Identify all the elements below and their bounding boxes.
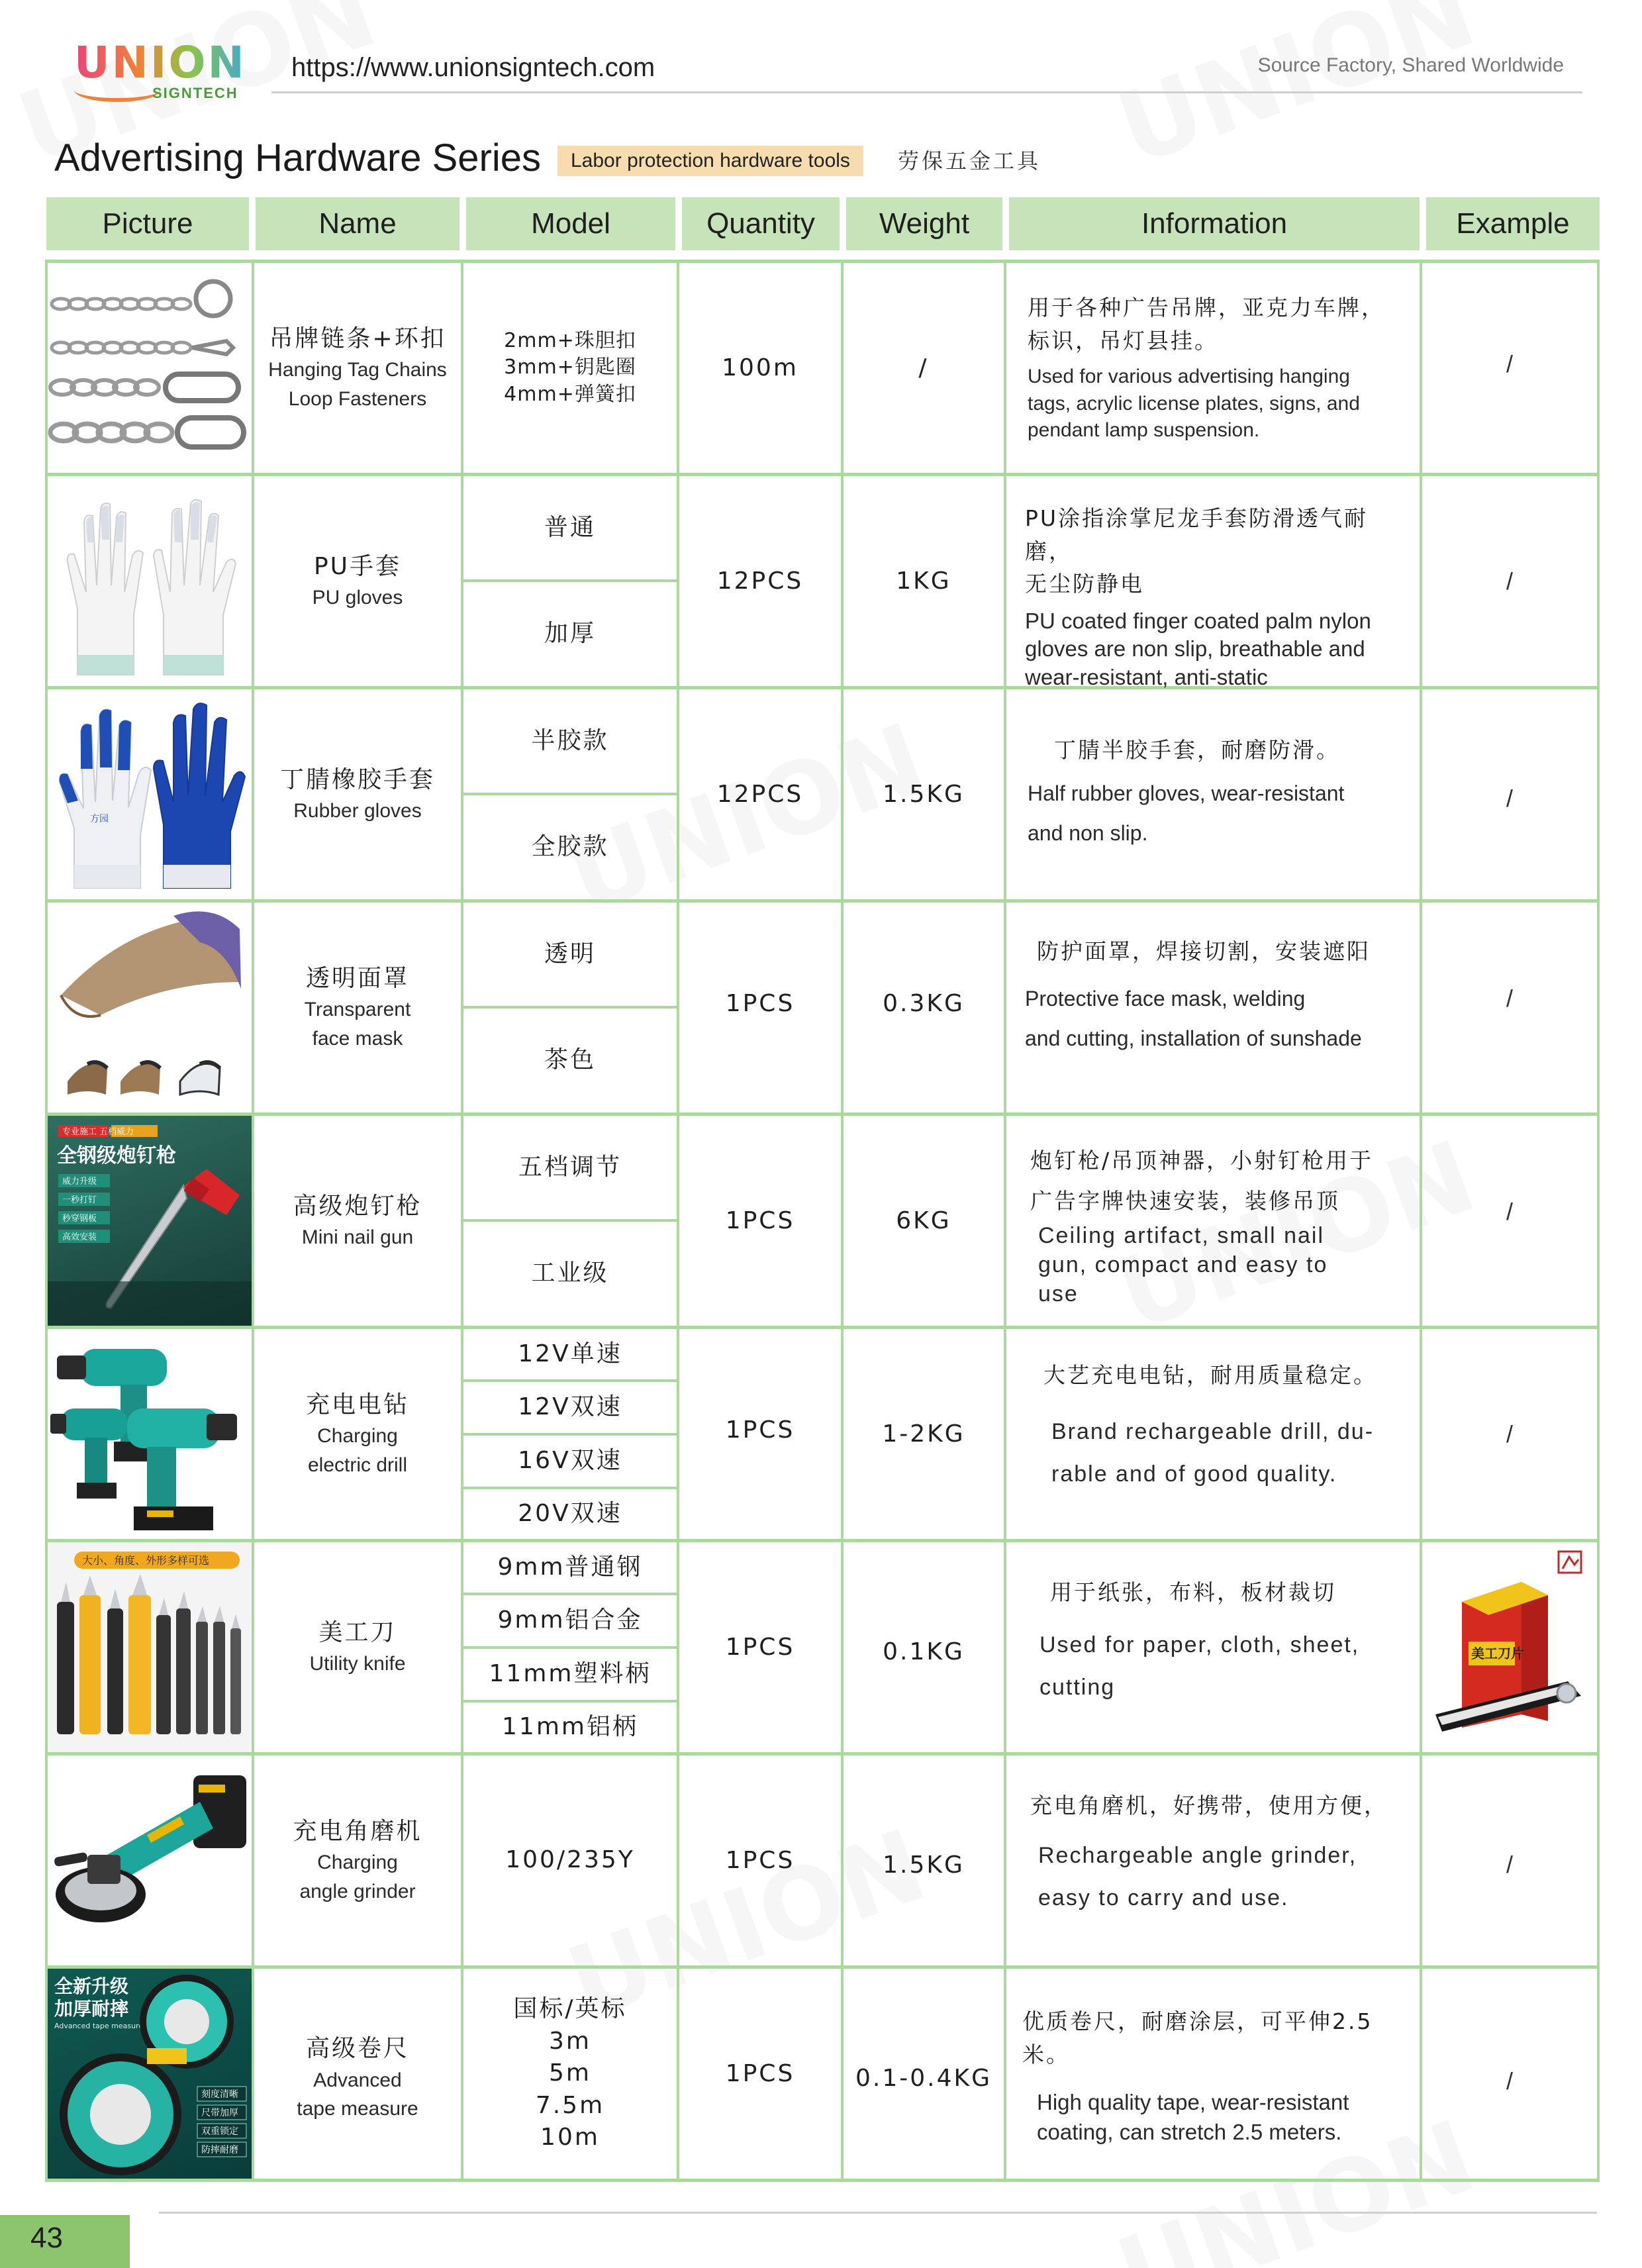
- product-name-en: PU gloves: [312, 586, 403, 609]
- information-en: and cutting, installation of sunshade: [1025, 1026, 1362, 1051]
- information-cell: [1022, 2005, 1417, 2147]
- product-name-cn: 美工刀: [318, 1618, 397, 1646]
- information-en: gloves are non slip, breathable and: [1025, 636, 1365, 662]
- example-image-knife-blades: [1422, 1542, 1597, 1752]
- weight-cell: [844, 1755, 1004, 1974]
- information-en: Used for paper, cloth, sheet,: [1039, 1632, 1360, 1657]
- information-en: Used for various advertising hanging: [1028, 366, 1350, 387]
- category-tag: Labor protection hardware tools: [557, 146, 863, 176]
- quantity-cell: [679, 1755, 841, 1965]
- quantity-value: 1PCS: [725, 1416, 795, 1444]
- information-en: coating, can stretch 2.5 meters.: [1037, 2119, 1342, 2144]
- product-image-rubber-gloves: [48, 689, 252, 899]
- model-option-cell: [463, 582, 677, 686]
- example-value: /: [1506, 350, 1513, 377]
- information-cell: [1043, 1359, 1414, 1496]
- category-tag-cn: 劳保五金工具: [898, 148, 1041, 173]
- product-name-en: angle grinder: [299, 1880, 416, 1902]
- model-option: 工业级: [531, 1259, 609, 1287]
- information-cell: [1030, 1789, 1414, 1920]
- model-option: 加厚: [544, 620, 596, 648]
- footer-divider: [159, 2212, 1597, 2214]
- union-logo: [74, 37, 253, 105]
- product-name: [254, 263, 461, 473]
- logo-swoosh: [74, 78, 160, 102]
- product-image-tape-measure: [48, 1969, 252, 2179]
- svg-text:方园: 方园: [90, 814, 109, 824]
- quantity-value: 12PCS: [716, 567, 804, 595]
- information-cn: 广告字牌快速安装，装修吊顶: [1030, 1188, 1340, 1214]
- model-option-cell: [463, 689, 677, 793]
- tape-subtitle: Advanced tape measure: [54, 2022, 144, 2030]
- model-option: 2mm+珠胆扣: [504, 328, 636, 352]
- weight-cell: [844, 1542, 1004, 1761]
- model-option: 100/235Y: [505, 1846, 635, 1874]
- product-name-cn: PU手套: [313, 552, 402, 580]
- tape-headline: 加厚耐摔: [54, 1998, 129, 2020]
- model-option: 11mm塑料柄: [489, 1660, 652, 1688]
- product-name-en: Hanging Tag Chains: [268, 359, 447, 381]
- product-image-face-mask: [48, 903, 252, 1112]
- information-en: Protective face mask, welding: [1025, 986, 1306, 1011]
- weight-value: 1.5KG: [883, 1851, 965, 1879]
- weight-cell: [844, 689, 1004, 899]
- information-en: High quality tape, wear-resistant: [1037, 2090, 1349, 2114]
- product-name-en: face mask: [312, 1027, 403, 1050]
- product-name: [254, 689, 461, 899]
- information-en: Ceiling artifact, small nail: [1038, 1223, 1325, 1249]
- model-option: 3mm+钥匙圈: [504, 356, 636, 379]
- product-name-en: Loop Fasteners: [288, 387, 427, 410]
- column-header-name: Name: [256, 197, 459, 250]
- watermark: [1104, 0, 1489, 188]
- information-cn: 标识，吊灯县挂。: [1028, 327, 1218, 354]
- page-number: 43: [0, 2215, 130, 2268]
- product-name-en: Utility knife: [309, 1652, 406, 1675]
- product-name-cn: 充电电钻: [305, 1391, 409, 1418]
- column-header-information: Information: [1009, 197, 1420, 250]
- model-cell: [463, 1755, 677, 1965]
- product-name-en: Mini nail gun: [301, 1226, 414, 1248]
- model-option: 3m: [549, 2027, 591, 2055]
- quantity-value: 12PCS: [716, 781, 804, 808]
- quantity-cell: [679, 689, 841, 899]
- example-cell: [1422, 1329, 1597, 1539]
- model-cell: [463, 1969, 677, 2179]
- column-header-model: Model: [466, 197, 675, 250]
- tape-feature: 双重锁定: [201, 2126, 238, 2137]
- model-option: 7.5m: [535, 2091, 605, 2119]
- product-name: [254, 1969, 461, 2187]
- example-value: /: [1506, 1198, 1513, 1225]
- information-cell: [1030, 1140, 1414, 1309]
- information-en: use: [1038, 1281, 1079, 1307]
- model-option-cell: [463, 1595, 677, 1646]
- quantity-value: 1PCS: [725, 1847, 795, 1874]
- weight-cell: [844, 1329, 1004, 1539]
- column-header-example: Example: [1426, 197, 1600, 250]
- weight-cell: [844, 903, 1004, 1105]
- tape-feature: 防摔耐磨: [201, 2145, 238, 2155]
- product-name: [254, 1542, 461, 1752]
- product-name-cn: 高级炮钉枪: [293, 1192, 422, 1220]
- quantity-cell: [679, 1969, 841, 2179]
- information-cn: 大艺充电电钻，耐用质量稳定。: [1043, 1362, 1377, 1388]
- information-en: rable and of good quality.: [1051, 1461, 1337, 1487]
- product-image-electric-drill: [48, 1329, 252, 1539]
- example-cell: [1422, 263, 1597, 465]
- information-cell: [1028, 734, 1412, 854]
- product-name: [254, 1329, 461, 1539]
- example-value: /: [1506, 2067, 1513, 2095]
- nail-gun-feature: 高效安装: [62, 1232, 97, 1242]
- weight-value: 0.3KG: [883, 990, 965, 1017]
- weight-value: 0.1KG: [883, 1638, 965, 1665]
- product-name: [254, 1755, 461, 1965]
- quantity-cell: [679, 1329, 841, 1531]
- weight-value: 1KG: [896, 567, 951, 595]
- model-option: 普通: [544, 513, 596, 541]
- model-option: 透明: [544, 940, 596, 967]
- weight-value: 1.5KG: [883, 781, 965, 808]
- knife-banner-text: 大小、角度、外形多样可选: [82, 1554, 210, 1567]
- example-cell: [1422, 1116, 1597, 1308]
- product-name-en: Transparent: [304, 999, 411, 1021]
- nail-gun-badge-1: 专业施工 五档威力: [62, 1127, 134, 1137]
- product-image-utility-knife: [48, 1542, 252, 1752]
- information-en: gun, compact and easy to: [1038, 1252, 1328, 1278]
- information-cn: 丁腈半胶手套，耐磨防滑。: [1054, 737, 1340, 763]
- quantity-value: 1PCS: [725, 1207, 795, 1234]
- weight-value: 6KG: [896, 1207, 951, 1234]
- column-header-weight: Weight: [846, 197, 1002, 250]
- product-name: [254, 1116, 461, 1326]
- information-cell: [1025, 935, 1416, 1059]
- quantity-value: 1PCS: [725, 990, 795, 1017]
- model-option-cell: [463, 1542, 677, 1593]
- column-divider: [1597, 260, 1600, 2182]
- model-option: 5m: [549, 2059, 591, 2087]
- page-title: Advertising Hardware Series: [54, 136, 541, 179]
- model-option: 12V单速: [518, 1340, 622, 1367]
- tape-feature: 尺带加厚: [201, 2108, 238, 2118]
- product-name: [254, 903, 461, 1112]
- product-name: [254, 476, 461, 686]
- model-option-cell: [463, 476, 677, 579]
- model-option-cell: [463, 1329, 677, 1379]
- information-cn: 防护面罩，焊接切割，安装遮阳: [1037, 938, 1371, 964]
- example-cell: [1422, 903, 1597, 1095]
- example-value: /: [1506, 985, 1513, 1012]
- information-en: easy to carry and use.: [1038, 1885, 1289, 1911]
- model-option: 12V双速: [518, 1393, 622, 1421]
- information-cn: 无尘防静电: [1025, 571, 1144, 597]
- model-option-cell: [463, 1382, 677, 1433]
- product-name-cn: 高级卷尺: [305, 2035, 409, 2063]
- nail-gun-feature: 一秒打钉: [62, 1195, 97, 1205]
- weight-cell: [844, 263, 1004, 473]
- product-name-en: Charging: [317, 1851, 398, 1874]
- information-cell: [1025, 502, 1416, 692]
- information-cn: 优质卷尺，耐磨涂层，可平伸2.5米。: [1022, 2008, 1373, 2067]
- quantity-value: 1PCS: [725, 1634, 795, 1661]
- logo-subtitle: SIGNTECH: [152, 85, 238, 101]
- product-name-cn: 吊牌链条+环扣: [269, 324, 446, 352]
- quantity-cell: [679, 1542, 841, 1752]
- model-option: 11mm铝柄: [502, 1713, 638, 1741]
- information-en: PU coated finger coated palm nylon: [1025, 608, 1371, 633]
- product-name-cn: 充电角磨机: [293, 1817, 422, 1845]
- example-value: /: [1506, 785, 1513, 812]
- product-name-en: Advanced: [313, 2069, 402, 2091]
- model-option: 五档调节: [518, 1153, 622, 1181]
- information-en: Half rubber gloves, wear-resistant: [1028, 781, 1345, 805]
- weight-value: 1-2KG: [882, 1420, 965, 1448]
- model-option-cell: [463, 1116, 677, 1219]
- model-option-cell: [463, 903, 677, 1006]
- logo-wordmark: UNION: [74, 41, 253, 85]
- nail-gun-feature: 威力升级: [62, 1177, 97, 1187]
- model-option: 半胶款: [531, 726, 609, 754]
- weight-cell: [844, 1969, 1004, 2187]
- information-en: wear-resistant, anti-static: [1025, 665, 1268, 690]
- quantity-cell: [679, 263, 841, 473]
- example-cell: [1422, 689, 1597, 908]
- information-en: Rechargeable angle grinder,: [1038, 1842, 1357, 1868]
- quantity-cell: [679, 476, 841, 686]
- information-cell: [1028, 291, 1412, 444]
- header-divider: [271, 91, 1582, 93]
- product-image-nail-gun: [48, 1116, 252, 1326]
- model-option: 4mm+弹簧扣: [504, 382, 636, 406]
- slogan: Source Factory, Shared Worldwide: [1257, 54, 1564, 76]
- column-header-picture: Picture: [46, 197, 249, 250]
- product-name-cn: 透明面罩: [305, 964, 409, 992]
- model-option: 9mm铝合金: [497, 1606, 643, 1634]
- model-option: 9mm普通钢: [497, 1553, 643, 1581]
- website-url[interactable]: https://www.unionsigntech.com: [291, 53, 655, 82]
- model-option: 茶色: [544, 1046, 596, 1074]
- weight-cell: [844, 476, 1004, 686]
- information-en: pendant lamp suspension.: [1028, 419, 1260, 441]
- example-value: /: [1506, 1420, 1513, 1448]
- information-en: Brand rechargeable drill, du-: [1051, 1418, 1375, 1444]
- column-header-quantity: Quantity: [682, 197, 840, 250]
- product-name-en: Rubber gloves: [293, 799, 422, 822]
- weight-value: 0.1-0.4KG: [855, 2064, 992, 2092]
- weight-value: /: [918, 354, 929, 381]
- column-divider: [1004, 260, 1006, 2182]
- model-option-cell: [463, 795, 677, 899]
- product-name-en: Charging: [317, 1425, 398, 1448]
- model-option: 16V双速: [518, 1447, 622, 1475]
- information-cn: 充电角磨机，好携带，使用方便，: [1030, 1793, 1388, 1818]
- model-option: 20V双速: [518, 1500, 622, 1528]
- information-cn: PU涂指涂掌尼龙手套防滑透气耐磨，: [1025, 505, 1369, 564]
- tape-feature: 刻度清晰: [201, 2089, 238, 2100]
- model-option-cell: [463, 1222, 677, 1326]
- example-cell: [1422, 1755, 1597, 1974]
- product-image-angle-grinder: [48, 1755, 252, 1965]
- weight-cell: [844, 1116, 1004, 1326]
- nail-gun-headline: 全钢级炮钉枪: [57, 1144, 176, 1167]
- information-en: cutting: [1039, 1675, 1116, 1701]
- product-name-en: tape measure: [297, 2098, 418, 2120]
- model-option-cell: [463, 1436, 677, 1487]
- information-en: and non slip.: [1028, 821, 1148, 846]
- example-cell: [1422, 1969, 1597, 2194]
- example-box-label: 美工刀片: [1471, 1646, 1524, 1661]
- information-cn: 用于纸张，布料，板材裁切: [1050, 1579, 1336, 1605]
- quantity-value: 1PCS: [725, 2060, 795, 2087]
- product-image-chains: [48, 263, 252, 473]
- nail-gun-feature: 秒穿钢板: [62, 1214, 97, 1224]
- information-cn: 用于各种广告吊牌，亚克力车牌，: [1028, 295, 1385, 320]
- model-option-cell: [463, 1009, 677, 1112]
- model-cell: [463, 263, 677, 473]
- quantity-cell: [679, 903, 841, 1105]
- model-option: 10m: [540, 2124, 600, 2151]
- model-option-cell: [463, 1649, 677, 1700]
- product-name-cn: 丁腈橡胶手套: [279, 765, 435, 793]
- quantity-value: 100m: [722, 354, 798, 381]
- example-cell: [1422, 476, 1597, 686]
- information-en: tags, acrylic license plates, signs, and: [1028, 392, 1360, 415]
- model-option: 全胶款: [531, 833, 609, 861]
- product-image-pu-gloves: [48, 476, 252, 686]
- model-option: 国标/英标: [513, 1995, 627, 2023]
- information-cell: [1039, 1576, 1410, 1709]
- quantity-cell: [679, 1116, 841, 1326]
- example-value: /: [1506, 1851, 1513, 1878]
- model-option-cell: [463, 1702, 677, 1752]
- information-cn: 炮钉枪/吊顶神器，小射钉枪用于: [1030, 1148, 1374, 1173]
- tape-headline: 全新升级: [54, 1975, 129, 1997]
- model-option-cell: [463, 1489, 677, 1539]
- example-value: /: [1506, 567, 1513, 595]
- product-name-en: electric drill: [307, 1454, 408, 1476]
